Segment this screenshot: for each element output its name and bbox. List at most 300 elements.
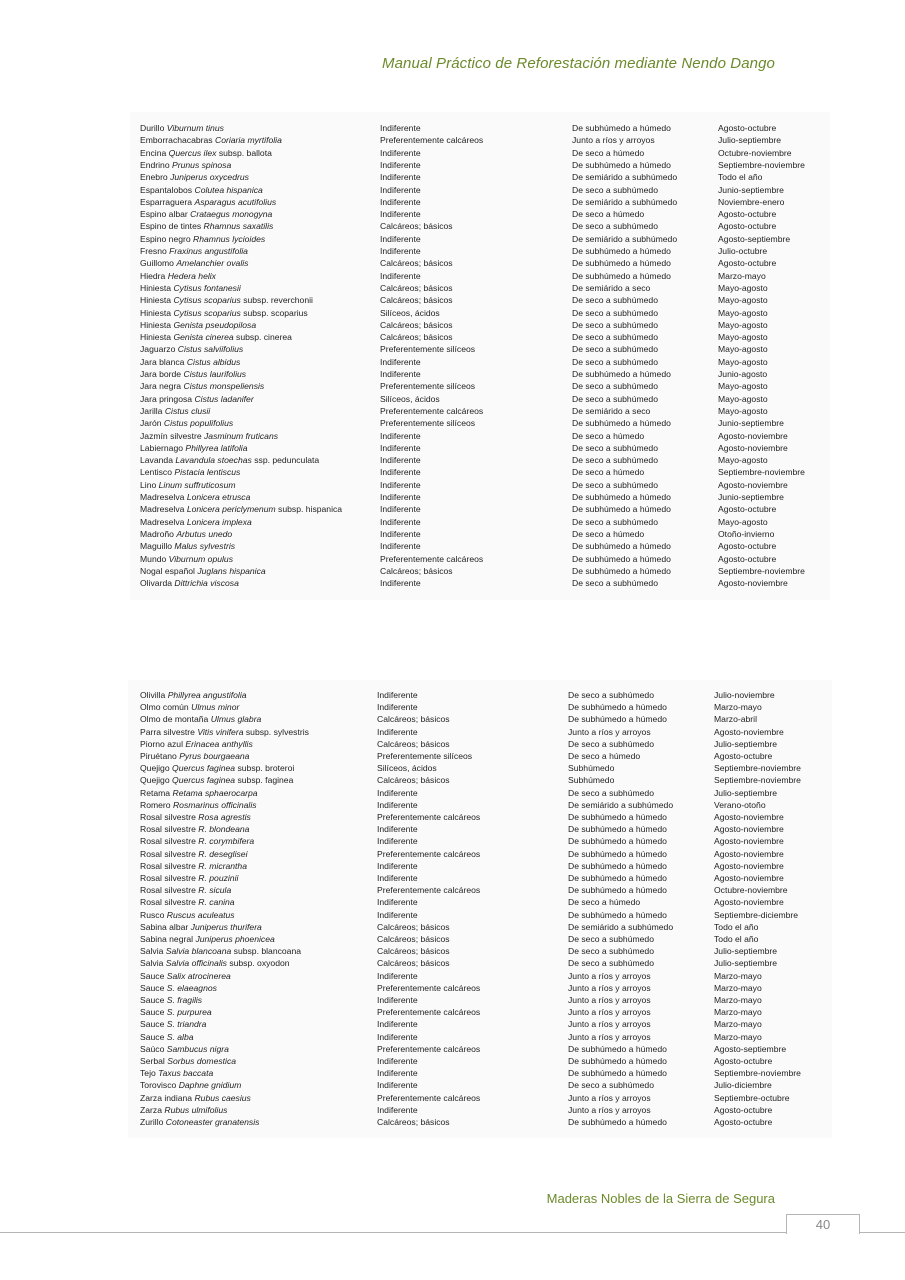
- common-name: Rosal silvestre: [140, 812, 196, 822]
- table-row: [128, 762, 832, 774]
- table-row: [128, 713, 832, 725]
- collection-period: Agosto-noviembre: [714, 873, 784, 883]
- latin-name: Salvia officinalis: [165, 958, 227, 969]
- climate-range: Subhúmedo: [568, 775, 615, 786]
- soil-type: Indiferente: [377, 690, 418, 700]
- species-name: [140, 491, 250, 503]
- species-name: [140, 1006, 212, 1018]
- climate-range: De seco a húmedo: [572, 209, 645, 220]
- species-name: [140, 454, 319, 466]
- species-name: [140, 750, 249, 762]
- collection-period: Marzo-abril: [714, 714, 757, 725]
- species-name: [140, 159, 231, 171]
- climate-range: De seco a subhúmedo: [568, 934, 654, 944]
- table-row: [130, 565, 830, 577]
- soil-type: Indiferente: [377, 702, 418, 713]
- soil-type: Indiferente: [380, 430, 421, 441]
- collection-period: Marzo-mayo: [714, 995, 762, 1005]
- common-name: Tejo: [140, 1068, 156, 1079]
- species-name: [140, 1079, 241, 1091]
- species-name: [140, 430, 278, 442]
- species-name: [140, 689, 247, 701]
- collection-period: Mayo-agosto: [718, 381, 768, 392]
- climate-range: De semiárido a subhúmedo: [568, 799, 674, 810]
- soil-type: Preferentemente calcáreos: [377, 1092, 481, 1103]
- species-name: [140, 1018, 206, 1030]
- common-name: Sauce: [140, 995, 165, 1005]
- table-row: [130, 343, 830, 355]
- collection-period: Agosto-octubre: [718, 258, 777, 269]
- species-name: [140, 122, 224, 134]
- climate-range: De semiárido a subhúmedo: [572, 233, 678, 244]
- climate-range: De semiárido a seco: [572, 282, 651, 293]
- common-name: Madreselva: [140, 504, 185, 515]
- latin-name: Rosa agrestis: [198, 812, 251, 822]
- collection-period: Julio-noviembre: [714, 690, 775, 700]
- table-row: [128, 726, 832, 738]
- species-name: [140, 811, 251, 823]
- species-name: [140, 884, 231, 896]
- climate-range: De subhúmedo a húmedo: [568, 885, 667, 896]
- latin-name: Sorbus domestica: [167, 1056, 237, 1066]
- latin-name: Lonicera periclymenum: [186, 504, 276, 515]
- collection-period: Noviembre-enero: [718, 196, 785, 207]
- climate-range: De semiárido a seco: [572, 405, 651, 416]
- table-row: [128, 1006, 832, 1018]
- climate-range: De subhúmedo a húmedo: [568, 812, 667, 822]
- table-row: [130, 466, 830, 478]
- climate-range: De subhúmedo a húmedo: [572, 418, 671, 429]
- collection-period: Octubre-noviembre: [718, 147, 792, 158]
- latin-name: Viburnum opulus: [168, 553, 234, 564]
- common-name: Sauce: [140, 970, 165, 981]
- species-name: [140, 196, 276, 208]
- subspecies: subsp. broteroi: [237, 763, 295, 774]
- latin-name: Sambucus nigra: [166, 1043, 229, 1054]
- collection-period: Mayo-agosto: [718, 393, 768, 404]
- table-row: [128, 1043, 832, 1055]
- collection-period: Septiembre-noviembre: [714, 763, 801, 774]
- collection-period: Agosto-octubre: [718, 123, 777, 133]
- soil-type: Indiferente: [377, 995, 418, 1005]
- common-name: Salvia: [140, 958, 164, 969]
- common-name: Jara borde: [140, 369, 182, 379]
- latin-name: Juniperus oxycedrus: [170, 172, 249, 183]
- table-row: [128, 1104, 832, 1116]
- climate-range: De subhúmedo a húmedo: [568, 1056, 667, 1066]
- species-name: [140, 380, 264, 392]
- table-row: [130, 319, 830, 331]
- soil-type: Indiferente: [380, 356, 421, 367]
- common-name: Zarza: [140, 1104, 162, 1115]
- soil-type: Indiferente: [380, 147, 421, 158]
- latin-name: Pyrus bourgaeana: [179, 751, 250, 761]
- table-row: [128, 848, 832, 860]
- species-name: [140, 528, 232, 540]
- collection-period: Agosto-noviembre: [714, 860, 784, 871]
- footer-title: Maderas Nobles de la Sierra de Segura: [546, 1191, 775, 1206]
- soil-type: Indiferente: [377, 1080, 418, 1091]
- collection-period: Julio-septiembre: [714, 738, 778, 749]
- soil-type: Indiferente: [377, 787, 418, 798]
- species-name: [140, 319, 256, 331]
- climate-range: De seco a subhúmedo: [568, 738, 654, 749]
- common-name: Olmo común: [140, 702, 189, 713]
- species-name: [140, 294, 313, 306]
- species-name: [140, 1055, 236, 1067]
- collection-period: Septiembre-noviembre: [718, 159, 805, 170]
- latin-name: S. purpurea: [166, 1007, 212, 1018]
- climate-range: De seco a subhúmedo: [572, 578, 658, 589]
- common-name: Piorno azul: [140, 738, 183, 749]
- latin-name: Cistus populifolius: [163, 418, 234, 429]
- table-row: [128, 1079, 832, 1091]
- subspecies: subsp. reverchonii: [243, 295, 313, 306]
- table-row: [130, 503, 830, 515]
- soil-type: Calcáreos; básicos: [380, 221, 453, 232]
- latin-name: Cistus laurifolius: [183, 369, 247, 379]
- common-name: Quejigo: [140, 763, 170, 774]
- collection-period: Mayo-agosto: [718, 344, 768, 355]
- climate-range: De seco a subhúmedo: [568, 946, 654, 957]
- latin-name: Cytisus fontanesii: [173, 282, 241, 293]
- species-name: [140, 233, 265, 245]
- table-row: [128, 835, 832, 847]
- climate-range: Junto a ríos y arroyos: [568, 970, 651, 981]
- latin-name: Pistacia lentiscus: [174, 467, 241, 478]
- common-name: Hiniesta: [140, 282, 172, 293]
- soil-type: Indiferente: [380, 233, 421, 244]
- table-row: [130, 577, 830, 589]
- climate-range: De seco a subhúmedo: [572, 295, 658, 306]
- soil-type: Indiferente: [380, 541, 421, 552]
- table-row: [130, 159, 830, 171]
- table-row: [130, 405, 830, 417]
- soil-type: Indiferente: [380, 246, 421, 256]
- collection-period: Marzo-mayo: [714, 1007, 762, 1018]
- climate-range: Junto a ríos y arroyos: [568, 1104, 651, 1115]
- species-name: [140, 565, 266, 577]
- latin-name: S. alba: [166, 1031, 194, 1042]
- soil-type: Calcáreos; básicos: [377, 714, 450, 725]
- soil-type: Indiferente: [380, 159, 421, 170]
- collection-period: Mayo-agosto: [718, 307, 768, 318]
- species-name: [140, 257, 248, 269]
- collection-period: Otoño-invierno: [718, 528, 775, 539]
- latin-name: Malus sylvestris: [174, 541, 236, 552]
- species-name: [140, 933, 275, 945]
- collection-period: Agosto-octubre: [718, 504, 777, 515]
- climate-range: De subhúmedo a húmedo: [572, 492, 671, 502]
- common-name: Serbal: [140, 1056, 165, 1066]
- latin-name: Cytisus scoparius: [173, 307, 241, 318]
- species-name: [140, 1116, 259, 1128]
- climate-range: De seco a húmedo: [572, 430, 645, 441]
- subspecies: subsp. faginea: [237, 775, 294, 786]
- latin-name: R. sicula: [198, 885, 232, 896]
- table-row: [130, 122, 830, 134]
- species-name: [140, 331, 292, 343]
- latin-name: Lonicera implexa: [186, 516, 252, 527]
- soil-type: Preferentemente calcáreos: [377, 812, 481, 822]
- table-row: [130, 245, 830, 257]
- table-row: [128, 1055, 832, 1067]
- species-name: [140, 896, 235, 908]
- table-row: [128, 787, 832, 799]
- common-name: Jarón: [140, 418, 162, 429]
- climate-range: Junto a ríos y arroyos: [572, 135, 655, 146]
- subspecies: subsp. oxyodon: [229, 958, 290, 969]
- latin-name: Juglans hispanica: [197, 565, 266, 576]
- table-row: [130, 528, 830, 540]
- soil-type: Indiferente: [380, 369, 421, 379]
- common-name: Durillo: [140, 123, 165, 133]
- climate-range: De subhúmedo a húmedo: [572, 123, 671, 133]
- species-name: [140, 726, 309, 738]
- common-name: Sauce: [140, 1019, 165, 1030]
- common-name: Espino de tintes: [140, 221, 202, 232]
- table-row: [130, 430, 830, 442]
- latin-name: Ulmus glabra: [210, 714, 262, 725]
- collection-period: Julio-septiembre: [714, 958, 778, 969]
- soil-type: Indiferente: [380, 209, 421, 220]
- climate-range: De subhúmedo a húmedo: [568, 824, 667, 835]
- latin-name: Genista pseudopilosa: [173, 319, 257, 330]
- latin-name: Asparagus acutifolius: [194, 196, 277, 207]
- collection-period: Agosto-octubre: [718, 221, 777, 232]
- species-name: [140, 713, 261, 725]
- soil-type: Indiferente: [377, 1019, 418, 1030]
- climate-range: De seco a subhúmedo: [568, 1080, 654, 1091]
- common-name: Jarilla: [140, 405, 163, 416]
- table-row: [130, 171, 830, 183]
- species-name: [140, 787, 258, 799]
- species-name: [140, 1067, 213, 1079]
- soil-type: Indiferente: [377, 726, 418, 737]
- common-name: Nogal español: [140, 565, 195, 576]
- common-name: Quejigo: [140, 775, 170, 786]
- soil-type: Preferentemente silíceos: [380, 381, 476, 392]
- climate-range: Junto a ríos y arroyos: [568, 726, 651, 737]
- climate-range: Junto a ríos y arroyos: [568, 1019, 651, 1030]
- table-row: [130, 393, 830, 405]
- collection-period: Julio-septiembre: [718, 135, 782, 146]
- latin-name: Crataegus monogyna: [190, 209, 273, 220]
- species-name: [140, 516, 252, 528]
- soil-type: Indiferente: [380, 578, 421, 589]
- species-name: [140, 442, 248, 454]
- latin-name: Phillyrea latifolia: [185, 442, 248, 453]
- common-name: Rusco: [140, 909, 165, 920]
- climate-range: De semiárido a subhúmedo: [572, 172, 678, 183]
- climate-range: De seco a subhúmedo: [572, 221, 658, 232]
- common-name: Rosal silvestre: [140, 885, 196, 896]
- table-row: [128, 1092, 832, 1104]
- latin-name: Coriaria myrtifolia: [215, 135, 282, 146]
- soil-type: Calcáreos; básicos: [377, 934, 450, 944]
- climate-range: De seco a húmedo: [568, 897, 641, 908]
- soil-type: Preferentemente silíceos: [380, 344, 476, 355]
- climate-range: De subhúmedo a húmedo: [568, 702, 667, 713]
- climate-range: De subhúmedo a húmedo: [572, 369, 671, 379]
- species-name: [140, 147, 272, 159]
- common-name: Fresno: [140, 246, 167, 256]
- soil-type: Indiferente: [380, 492, 421, 502]
- latin-name: Rosmarinus officinalis: [172, 799, 257, 810]
- table-row: [128, 799, 832, 811]
- climate-range: De seco a subhúmedo: [568, 958, 654, 969]
- soil-type: Indiferente: [377, 824, 418, 835]
- species-name: [140, 1104, 227, 1116]
- common-name: Lavanda: [140, 455, 173, 466]
- latin-name: Prunus spinosa: [172, 159, 232, 170]
- common-name: Torovisco: [140, 1080, 177, 1091]
- collection-period: Agosto-octubre: [718, 541, 777, 552]
- species-name: [140, 909, 235, 921]
- collection-period: Septiembre-noviembre: [714, 1068, 801, 1079]
- climate-range: De seco a subhúmedo: [572, 442, 658, 453]
- table-row: [130, 454, 830, 466]
- species-name: [140, 466, 240, 478]
- common-name: Lentisco: [140, 467, 173, 478]
- latin-name: Linum suffruticosum: [158, 479, 236, 490]
- species-name: [140, 762, 294, 774]
- species-name: [140, 184, 263, 196]
- species-name: [140, 553, 233, 565]
- collection-period: Julio-septiembre: [714, 946, 778, 957]
- climate-range: De subhúmedo a húmedo: [568, 1068, 667, 1079]
- soil-type: Preferentemente calcáreos: [377, 1007, 481, 1018]
- collection-period: Septiembre-diciembre: [714, 909, 799, 920]
- soil-type: Calcáreos; básicos: [380, 295, 453, 306]
- table-row: [128, 896, 832, 908]
- soil-type: Indiferente: [377, 836, 418, 847]
- common-name: Jara negra: [140, 381, 182, 392]
- collection-period: Agosto-octubre: [714, 1117, 773, 1127]
- species-name: [140, 848, 247, 860]
- collection-period: Julio-octubre: [718, 246, 768, 256]
- latin-name: Cistus salviifolius: [177, 344, 244, 355]
- table-row: [130, 553, 830, 565]
- table-row: [130, 196, 830, 208]
- table-row: [128, 970, 832, 982]
- climate-range: De seco a subhúmedo: [572, 479, 658, 490]
- climate-range: De subhúmedo a húmedo: [572, 504, 671, 515]
- soil-type: Indiferente: [377, 1056, 418, 1066]
- latin-name: Dittrichia viscosa: [174, 578, 239, 589]
- climate-range: De seco a subhúmedo: [568, 690, 654, 700]
- species-name: [140, 921, 262, 933]
- table-row: [128, 823, 832, 835]
- latin-name: Taxus baccata: [158, 1068, 214, 1079]
- climate-range: De seco a húmedo: [572, 147, 645, 158]
- subspecies: subsp. ballota: [218, 147, 272, 158]
- climate-range: De subhúmedo a húmedo: [572, 258, 671, 269]
- climate-range: De subhúmedo a húmedo: [568, 714, 667, 725]
- collection-period: Septiembre-noviembre: [718, 565, 805, 576]
- soil-type: Calcáreos; básicos: [380, 332, 453, 343]
- soil-type: Indiferente: [377, 909, 418, 920]
- collection-period: Mayo-agosto: [718, 455, 768, 466]
- table-row: [130, 380, 830, 392]
- soil-type: Preferentemente calcáreos: [377, 1043, 481, 1054]
- soil-type: Indiferente: [377, 970, 418, 981]
- soil-type: Indiferente: [380, 455, 421, 466]
- climate-range: De subhúmedo a húmedo: [572, 246, 671, 256]
- species-name: [140, 774, 293, 786]
- latin-name: Phillyrea angustifolia: [167, 690, 247, 700]
- species-name: [140, 208, 272, 220]
- table-row: [130, 134, 830, 146]
- soil-type: Preferentemente silíceos: [380, 418, 476, 429]
- table-row: [130, 307, 830, 319]
- table-row: [130, 368, 830, 380]
- collection-period: Agosto-noviembre: [718, 430, 788, 441]
- collection-period: Octubre-noviembre: [714, 885, 788, 896]
- table-row: [130, 442, 830, 454]
- common-name: Hiedra: [140, 270, 166, 281]
- subspecies: subsp. hispanica: [278, 504, 343, 515]
- subspecies: subsp. blancoana: [233, 946, 302, 957]
- collection-period: Septiembre-octubre: [714, 1092, 790, 1103]
- latin-name: Juniperus phoenicea: [195, 934, 275, 944]
- climate-range: De seco a subhúmedo: [572, 455, 658, 466]
- soil-type: Indiferente: [380, 479, 421, 490]
- table-row: [128, 701, 832, 713]
- collection-period: Agosto-octubre: [718, 553, 777, 564]
- species-name: [140, 540, 235, 552]
- species-name: [140, 835, 254, 847]
- climate-range: Junto a ríos y arroyos: [568, 982, 651, 993]
- climate-range: De seco a subhúmedo: [572, 307, 658, 318]
- page-header-title: Manual Práctico de Reforestación mediante Nendo Dango: [381, 55, 775, 72]
- collection-period: Agosto-octubre: [714, 1104, 773, 1115]
- climate-range: Junto a ríos y arroyos: [568, 1092, 651, 1103]
- species-name: [140, 282, 241, 294]
- climate-range: De subhúmedo a húmedo: [568, 909, 667, 920]
- common-name: Emborrachacabras: [140, 135, 213, 146]
- species-name: [140, 356, 240, 368]
- soil-type: Indiferente: [380, 184, 421, 195]
- common-name: Encina: [140, 147, 167, 158]
- soil-type: Preferentemente calcáreos: [380, 553, 484, 564]
- common-name: Lino: [140, 479, 157, 490]
- species-name: [140, 799, 257, 811]
- soil-type: Indiferente: [377, 799, 418, 810]
- collection-period: Mayo-agosto: [718, 295, 768, 306]
- latin-name: Quercus ilex: [168, 147, 217, 158]
- species-name: [140, 503, 342, 515]
- table-row: [128, 982, 832, 994]
- climate-range: De seco a húmedo: [572, 528, 645, 539]
- latin-name: S. triandra: [166, 1019, 207, 1030]
- climate-range: De subhúmedo a húmedo: [572, 553, 671, 564]
- common-name: Retama: [140, 787, 171, 798]
- collection-period: Agosto-octubre: [714, 1056, 773, 1066]
- collection-period: Septiembre-noviembre: [714, 775, 801, 786]
- soil-type: Indiferente: [377, 860, 418, 871]
- soil-type: Indiferente: [380, 467, 421, 478]
- soil-type: Silíceos, ácidos: [377, 763, 437, 774]
- soil-type: Preferentemente calcáreos: [380, 405, 484, 416]
- common-name: Rosal silvestre: [140, 824, 196, 835]
- latin-name: Cistus clusii: [164, 405, 211, 416]
- common-name: Olmo de montaña: [140, 714, 209, 725]
- latin-name: Ruscus aculeatus: [166, 909, 235, 920]
- climate-range: Junto a ríos y arroyos: [568, 995, 651, 1005]
- common-name: Rosal silvestre: [140, 873, 196, 883]
- table-row: [130, 294, 830, 306]
